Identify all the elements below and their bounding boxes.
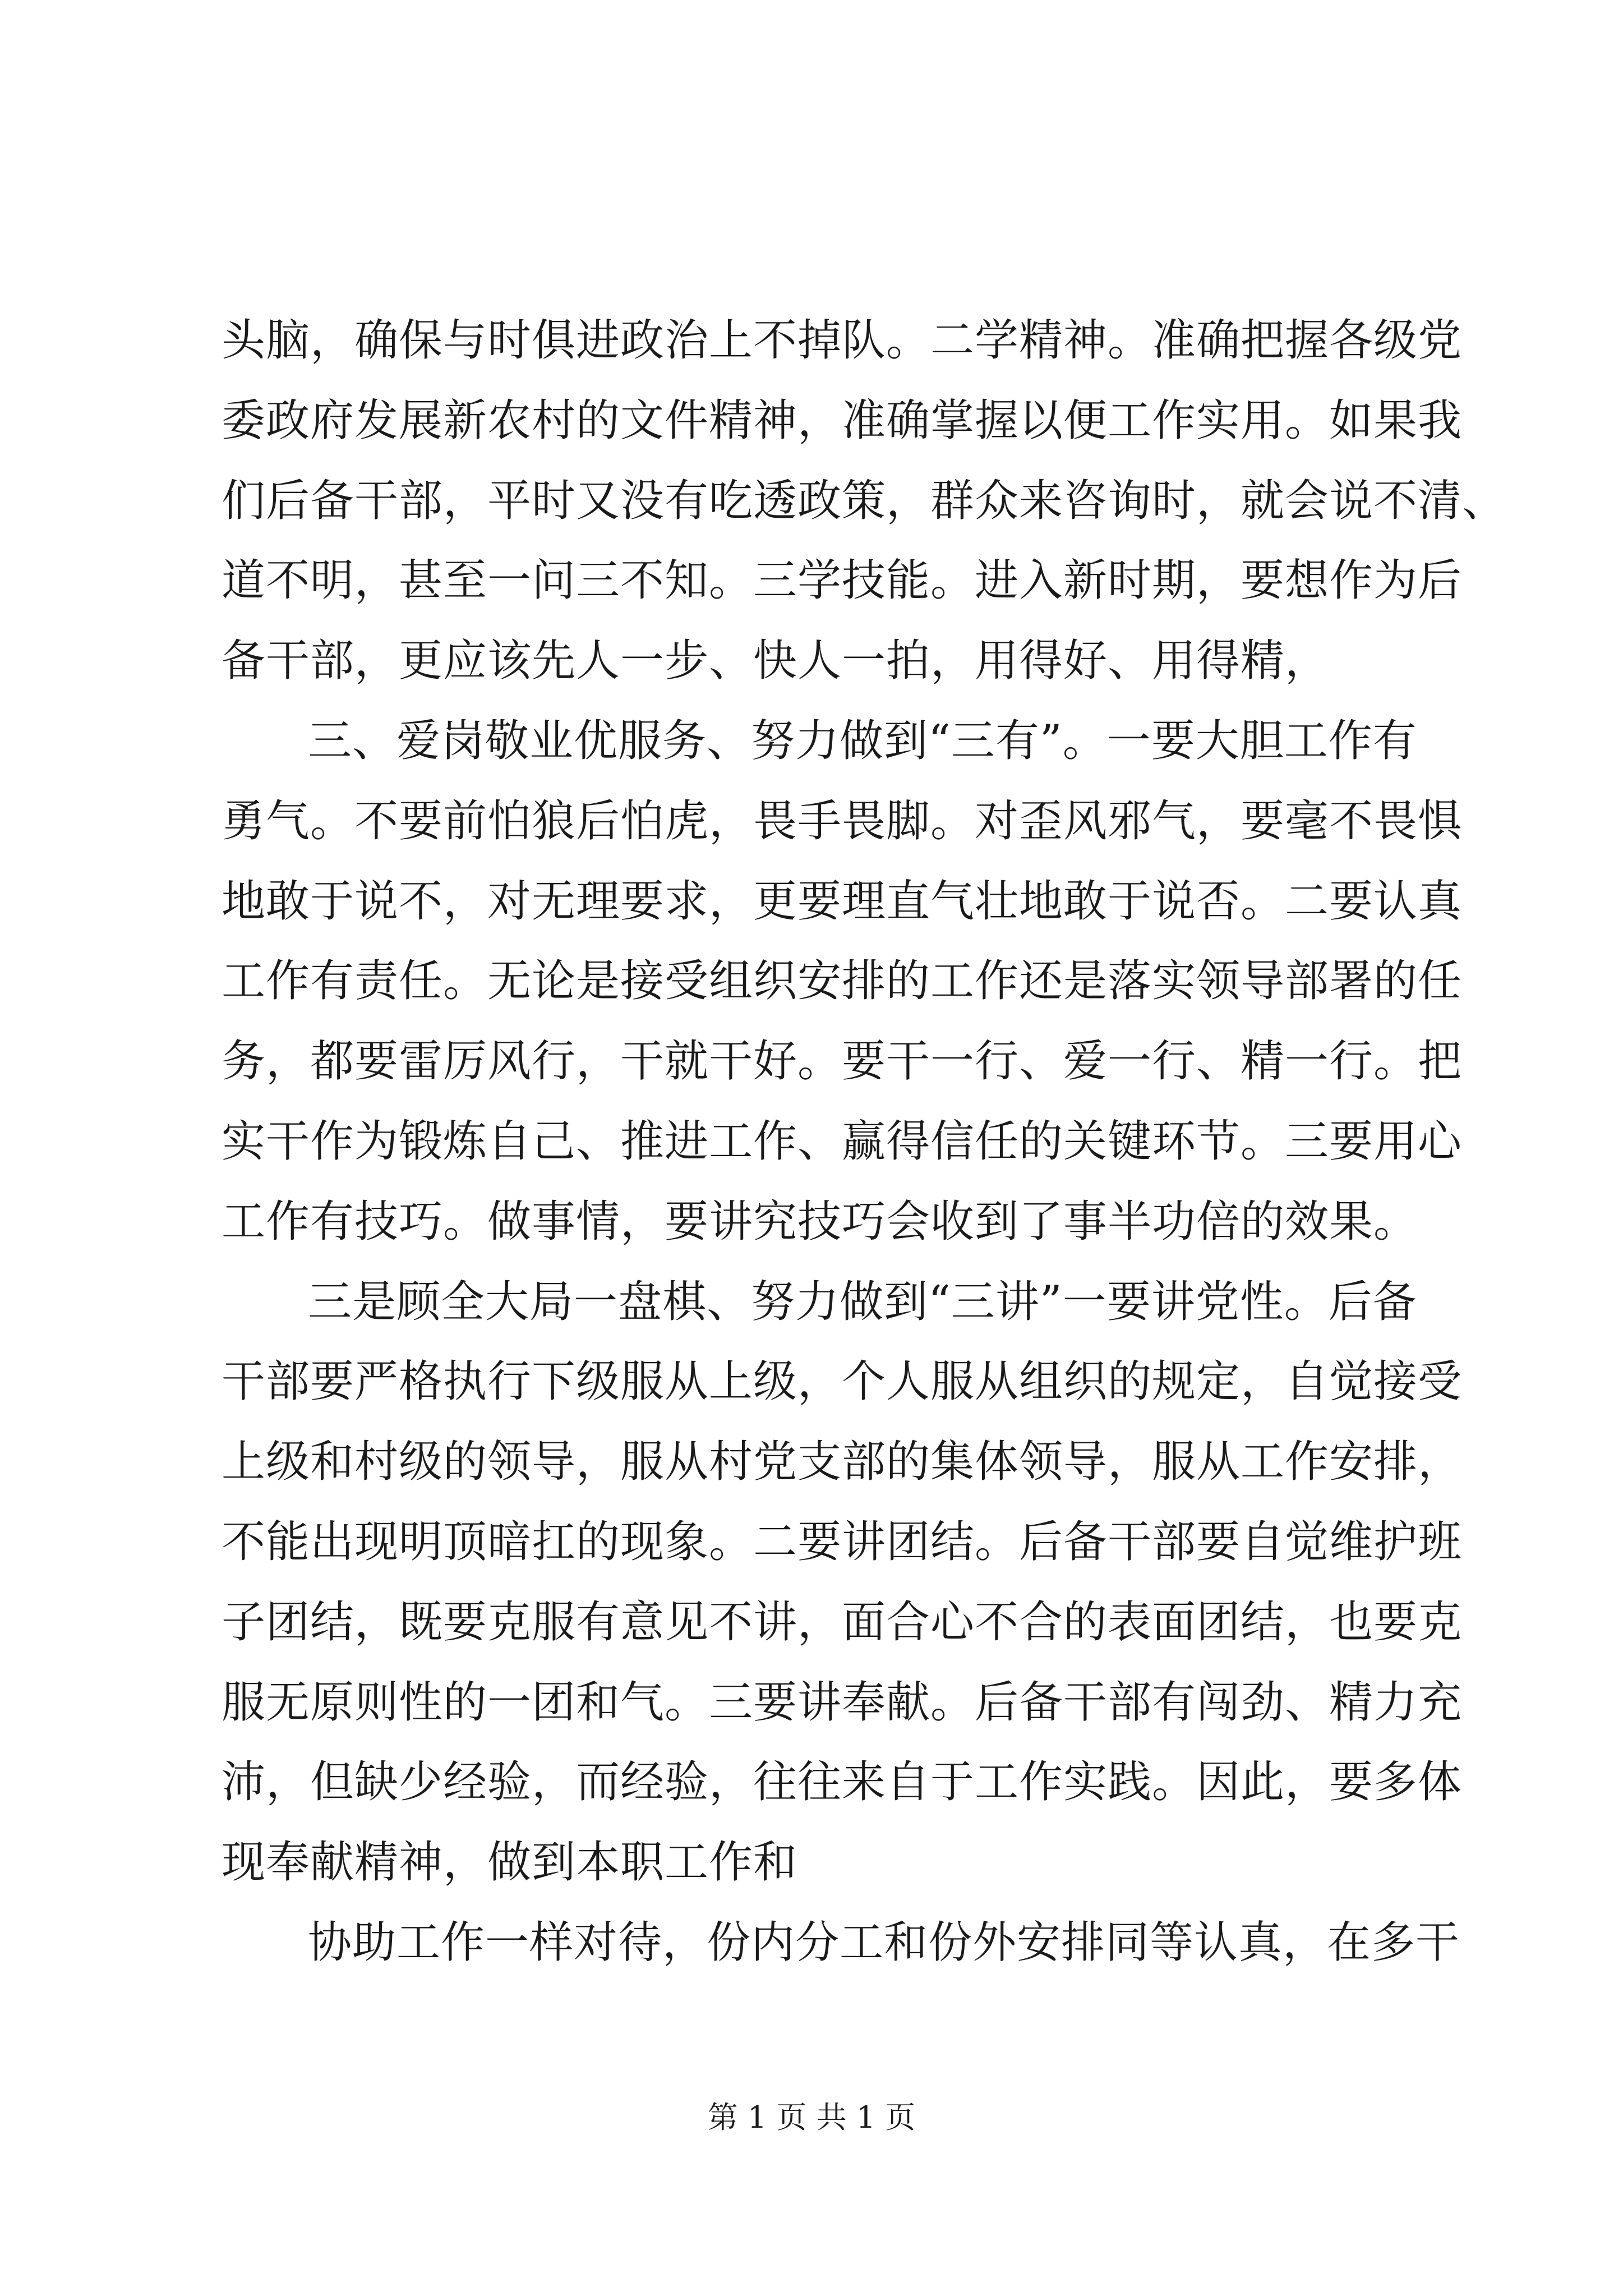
body-line: 现奉献精神，做到本职工作和	[222, 1837, 798, 1888]
body-line: 上级和村级的领导，服从村党支部的集体领导，服从工作安排，	[222, 1437, 1463, 1488]
body-line: 实干作为锻炼自己、推进工作、赢得信任的关键环节。三要用心	[222, 1116, 1463, 1167]
page-number-label: 第 1 页 共 1 页	[707, 2100, 916, 2135]
body-line: 子团结，既要克服有意见不讲，面合心不合的表面团结，也要克	[222, 1596, 1463, 1648]
body-line: 服无原则性的一团和气。三要讲奉献。后备干部有闯劲、精力充	[222, 1677, 1463, 1728]
body-line: 务，都要雷厉风行，干就干好。要干一行、爱一行、精一行。把	[222, 1036, 1463, 1087]
body-line: 备干部，更应该先人一步、快人一拍，用得好、用得精，	[222, 636, 1330, 687]
body-line: 委政府发展新农村的文件精神，准确掌握以便工作实用。如果我	[222, 395, 1463, 446]
paragraph-start-line: 协助工作一样对待，份内分工和份外安排同等认真，在多干	[308, 1917, 1460, 1968]
body-line: 干部要严格执行下级服从上级，个人服从组织的规定，自觉接受	[222, 1356, 1463, 1407]
body-line: 沛，但缺少经验，而经验，往往来自于工作实践。因此，要多体	[222, 1757, 1463, 1808]
document-body	[222, 301, 1507, 1983]
body-line: 道不明，甚至一问三不知。三学技能。进入新时期，要想作为后	[222, 555, 1463, 606]
paragraph-start-line: 三、爱岗敬业优服务、努力做到“三有”。一要大胆工作有	[308, 715, 1417, 766]
body-line: 头脑，确保与时俱进政治上不掉队。二学精神。准确把握各级党	[222, 315, 1463, 366]
body-line: 不能出现明顶暗扛的现象。二要讲团结。后备干部要自觉维护班	[222, 1516, 1463, 1567]
body-line: 工作有责任。无论是接受组织安排的工作还是落实领导部署的任	[222, 956, 1463, 1007]
paragraph-start-line: 三是顾全大局一盘棋、努力做到“三讲”一要讲党性。后备	[308, 1276, 1417, 1327]
body-line: 工作有技巧。做事情，要讲究技巧会收到了事半功倍的效果。	[222, 1196, 1418, 1247]
page-footer	[0, 2098, 1623, 2137]
body-line: 勇气。不要前怕狼后怕虎，畏手畏脚。对歪风邪气，要毫不畏惧	[222, 795, 1463, 846]
body-line: 们后备干部，平时又没有吃透政策，群众来咨询时，就会说不清、	[222, 475, 1507, 526]
body-line: 地敢于说不，对无理要求，更要理直气壮地敢于说否。二要认真	[222, 876, 1463, 927]
